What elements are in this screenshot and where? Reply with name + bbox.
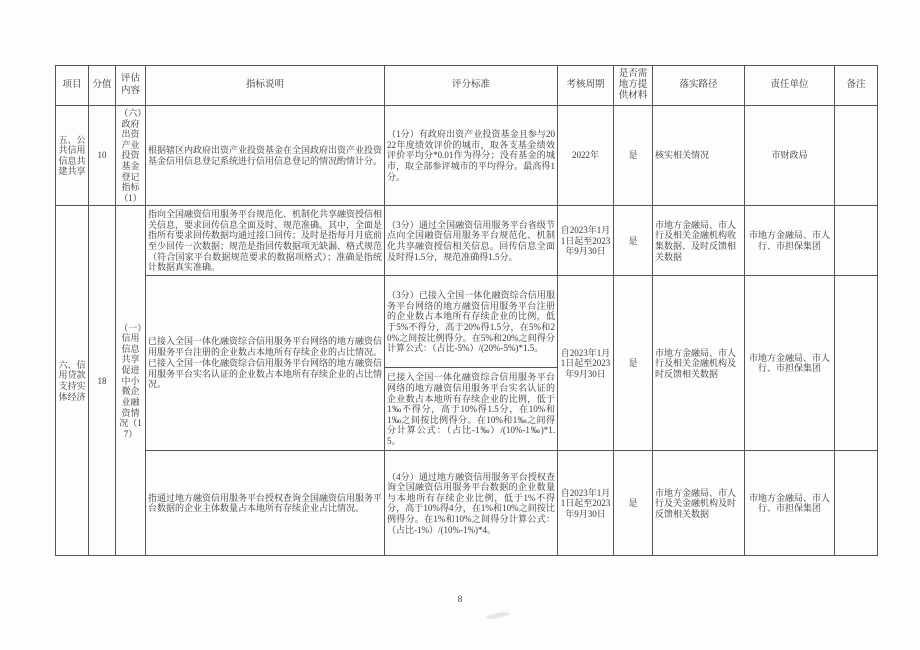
cell-material-g1r1: 是 — [614, 106, 653, 206]
col-header-material: 是否需地方提供材料 — [614, 66, 653, 106]
table-row — [56, 206, 878, 276]
col-header-indicator: 指标说明 — [146, 66, 385, 106]
table-row — [56, 106, 878, 206]
cell-period-g2r2: 自2023年1月1日起至2023年9月30日 — [558, 276, 614, 451]
evaluation-table — [55, 65, 878, 556]
cell-remark-g1r1 — [835, 106, 878, 206]
cell-material-g2r3: 是 — [614, 451, 653, 556]
cell-indicator-g2r1: 指向全国融资信用服务平台规范化、机制化共享融资授信相关信息，要求回传信息全面及时、规范准确。其中，全面是指所有要求回传数据均通过接口回传；及时是指每月月底前至少回传一次数据；规范是指回传数据项无缺漏、格式规范（符合国家平台数据规范要求的数据项格式）；准确是指统计数据真实准确。 — [146, 206, 385, 276]
cell-material-g2r1: 是 — [614, 206, 653, 276]
header-row — [56, 66, 878, 106]
cell-path-g1r1: 核实相关情况 — [653, 106, 745, 206]
cell-standard-g2r3: （4分）通过地方融资信用服务平台授权查询全国融资信用服务平台数据的企业数量与本地所有存续企业比例，低于1%不得分，高于10%得4分，在1%和10%之间按比例得分。在1%和10%之间得分计算公式：（占比-1%）/(10%-1%)*4。 — [385, 451, 558, 556]
col-header-project: 项目 — [56, 66, 89, 106]
cell-period-g1r1: 2022年 — [558, 106, 614, 206]
cell-standard-g2r1: （3分）通过全国融资信用服务平台省级节点向全国融资信用服务平台规范化、机制化共享融资授信相关信息。回传信息全面及时得1.5分，规范准确得1.5分。 — [385, 206, 558, 276]
cell-score-g1: 10 — [89, 106, 116, 206]
cell-standard-g2r2a: （3分）已接入全国一体化融资综合信用服务平台网络的地方融资信用服务平台注册的企业数占本地所有存续企业的比例，低于5%不得分，高于20%得1.5分，在5%和20%之间按比例得分。在5%和20%之间得分计算公式：（占比-5%）/(20%-5%)*1.5。 — [385, 276, 558, 368]
cell-remark-g2r1 — [835, 206, 878, 276]
scan-smudge — [486, 611, 511, 620]
cell-indicator-g2r2 — [146, 276, 385, 451]
cell-standard-g1r1: （1分）有政府出资产业投资基金且参与2022年度绩效评价的城市，取各支基金绩效评价平均分*0.01作为得分；没有基金的城市，取全部参评城市的平均得分。最高得1分。 — [385, 106, 558, 206]
col-header-content: 评估内容 — [116, 66, 146, 106]
cell-project-g1: 五、公共信用信息共建共享 — [56, 106, 89, 206]
col-header-unit: 责任单位 — [745, 66, 835, 106]
cell-standard-g2r2b: 已接入全国一体化融资综合信用服务平台网络的地方融资信用服务平台实名认证的企业数占本地所有存续企业的比例，低于1‰不得分，高于10%得1.5分，在10%和1‰之间按比例得分。在10%和1‰之间得分计算公式：（占比-1‰）/(10%-1‰)*1.5。 — [385, 368, 558, 451]
cell-unit-g1r1: 市财政局 — [745, 106, 835, 206]
cell-project-g2: 六、信用贷款支持实体经济 — [56, 206, 89, 556]
table-row — [56, 276, 878, 368]
cell-unit-g2r3: 市地方金融局、市人行、市担保集团 — [745, 451, 835, 556]
cell-path-g2r2: 市地方金融局、市人行及相关金融机构及时反馈相关数据 — [653, 276, 745, 451]
cell-score-g2: 18 — [89, 206, 116, 556]
page-number: 8 — [457, 595, 463, 605]
cell-indicator-g2r3: 指通过地方融资信用服务平台授权查询全国融资信用服务平台数据的企业主体数量占本地所有存续企业占比情况。 — [146, 451, 385, 556]
col-header-score: 分值 — [89, 66, 116, 106]
indicator-paragraph-registered: 已接入全国一体化融资综合信用服务平台网络的地方融资信用服务平台注册的企业数占本地所有存续企业的占比情况。 — [148, 335, 383, 357]
cell-content-g2: （一）信用信息共享促进中小微企业融资情况（17） — [116, 206, 146, 556]
cell-material-g2r2: 是 — [614, 276, 653, 451]
col-header-remark: 备注 — [835, 66, 878, 106]
cell-period-g2r3: 自2023年1月1日起至2023年9月30日 — [558, 451, 614, 556]
col-header-period: 考核周期 — [558, 66, 614, 106]
cell-period-g2r1: 自2023年1月1日起至2023年9月30日 — [558, 206, 614, 276]
cell-remark-g2r3 — [835, 451, 878, 556]
cell-remark-g2r2 — [835, 276, 878, 451]
col-header-path: 落实路径 — [653, 66, 745, 106]
cell-path-g2r3: 市地方金融局、市人行及关金融机构及时反馈相关数据 — [653, 451, 745, 556]
cell-unit-g2r2: 市地方金融局、市人行、市担保集团 — [745, 276, 835, 451]
cell-unit-g2r1: 市地方金融局、市人行、市担保集团 — [745, 206, 835, 276]
cell-indicator-g1r1: 根据辖区内政府出资产业投资基金在全国政府出资产业投资基金信用信息登记系统进行信用信息登记的情况酌情计分。 — [146, 106, 385, 206]
table-row — [56, 451, 878, 556]
cell-content-g1: （六）政府出资产业投资基金登记指标（1） — [116, 106, 146, 206]
col-header-standard: 评分标准 — [385, 66, 558, 106]
indicator-paragraph-verified: 已接入全国一体化融资综合信用服务平台网络的地方融资信用服务平台实名认证的企业数占本地所有存续企业的占比情况。 — [148, 358, 383, 390]
cell-path-g2r1: 市地方金融局、市人行及相关金融机构收集数据、及时反馈相关数据 — [653, 206, 745, 276]
